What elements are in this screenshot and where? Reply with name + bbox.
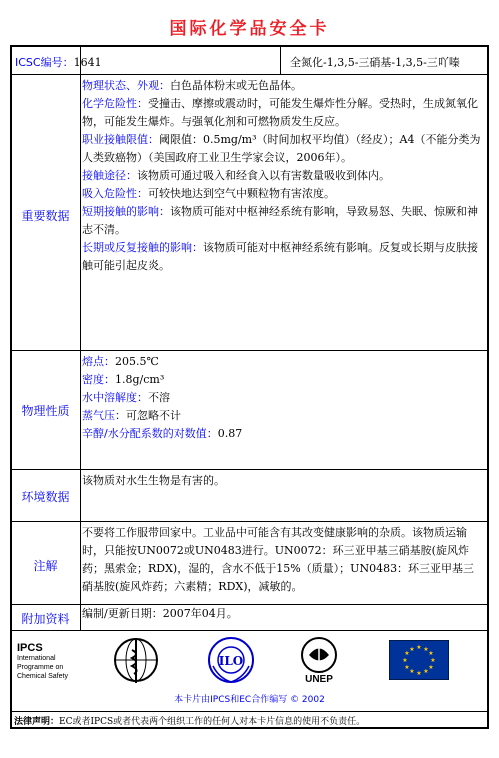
item-text: 受撞击、摩擦或震动时，可能发生爆炸性分解。受热时，生成氮氧化物，可能发生爆炸。与强氧化剂和可燃物质发生反应。 [82,97,478,128]
svg-text:★: ★ [409,646,415,653]
item-key: 熔点： [82,355,115,368]
item-key: 接触途径： [82,169,137,182]
section-label-physical: 物理性质 [21,404,70,418]
additional-content: 编制/更新日期：2007年04月。 [82,607,238,620]
svg-text:★: ★ [430,657,436,664]
page-title: 国际化学品安全卡 [169,19,330,39]
item-key: 蒸气压： [82,409,126,422]
ipcs-logo: IPCS International Programme on Chemical Safety [17,642,68,680]
item-text: 205.5℃ [115,355,159,368]
section-label-environment: 环境数据 [21,490,70,504]
notes-content: 不要将工作服带回家中。工业品中可能含有其改变健康影响的杂质。该物质运输时，只能按UN0072或UN0483进行。UN0072：环三亚甲基三硝基胺(旋风炸药；黑索金；RDX)，湿的，含水不低于15%（质量）；UN0483：环三亚甲基三硝基胺(旋风炸药；六素精；RDX)，减敏的。 [82,526,475,593]
unep-label: UNEP [305,674,333,685]
item-text: 该物质可能对中枢神经系统有影响。反复或长期与皮肤接触可能引起皮炎。 [82,241,478,272]
svg-text:★: ★ [428,650,434,657]
item-key: 吸入危险性： [82,187,148,200]
item-text: 可忽略不计 [126,409,181,422]
icsc-value: 1641 [73,56,102,69]
svg-text:ILO: ILO [218,654,244,668]
section-label-notes: 注解 [33,559,58,573]
footer-logos [12,632,487,705]
important-content [82,77,482,275]
item-text: 0.87 [217,427,243,440]
chemical-name: 全氮化-1,3,5-三硝基-1,3,5-三吖嗪 [290,56,460,69]
legal-text: EC或者IPCS或者代表两个组织工作的任何人对本卡片信息的使用不负责任。 [59,717,366,727]
item-key: 辛醇/水分配系数的对数值： [82,427,218,440]
svg-text:★: ★ [428,664,434,671]
safety-card [10,45,489,729]
environment-content: 该物质对水生生物是有害的。 [82,474,225,487]
item-text: 可较快地达到空气中颗粒物有害浓度。 [148,187,335,200]
item-key: 密度： [82,373,115,386]
who-logo-icon [112,636,160,686]
legal-label: 法律声明： [14,717,60,727]
item-text: 该物质可通过吸入和经食入以有害数量吸收到体内。 [137,169,390,182]
item-key: 职业接触限值： [82,133,159,146]
physical-content [82,353,482,443]
item-key: 化学危险性： [82,97,148,110]
item-text: 该物质可能对中枢神经系统有影响，导致易怒、失眠、惊厥和神志不清。 [82,205,478,236]
icsc-label: ICSC编号： [15,56,74,69]
ilo-logo-icon [207,636,255,686]
item-key: 水中溶解度： [82,391,148,404]
item-text: 1.8g/cm³ [115,373,165,386]
item-key: 长期或反复接触的影响： [82,241,203,254]
eu-flag-icon [389,640,449,680]
item-text: 不溶 [148,391,170,404]
item-text: 白色晶体粉末或无色晶体。 [170,79,302,92]
icsc-number [15,54,102,70]
svg-text:★: ★ [416,644,422,651]
legal-statement [14,714,365,727]
item-key: 物理状态、外观： [82,79,170,92]
svg-text:★: ★ [409,668,415,675]
svg-text:★: ★ [423,646,429,653]
section-label-additional: 附加资料 [21,612,70,626]
section-label-important: 重要数据 [21,209,70,223]
credit-text: 本卡片由IPCS和EC合作编写 © 2002 [174,695,325,705]
svg-text:★: ★ [416,670,422,677]
svg-text:★: ★ [404,664,410,671]
svg-text:★: ★ [402,657,408,664]
item-text: 阈限值：0.5mg/m³（时间加权平均值）（经皮）；A4（不能分类为人类致癌物）（美国政府工业卫生学家会议，2006年）。 [82,133,481,164]
item-key: 短期接触的影响： [82,205,170,218]
svg-text:★: ★ [423,668,429,675]
svg-text:★: ★ [404,650,410,657]
